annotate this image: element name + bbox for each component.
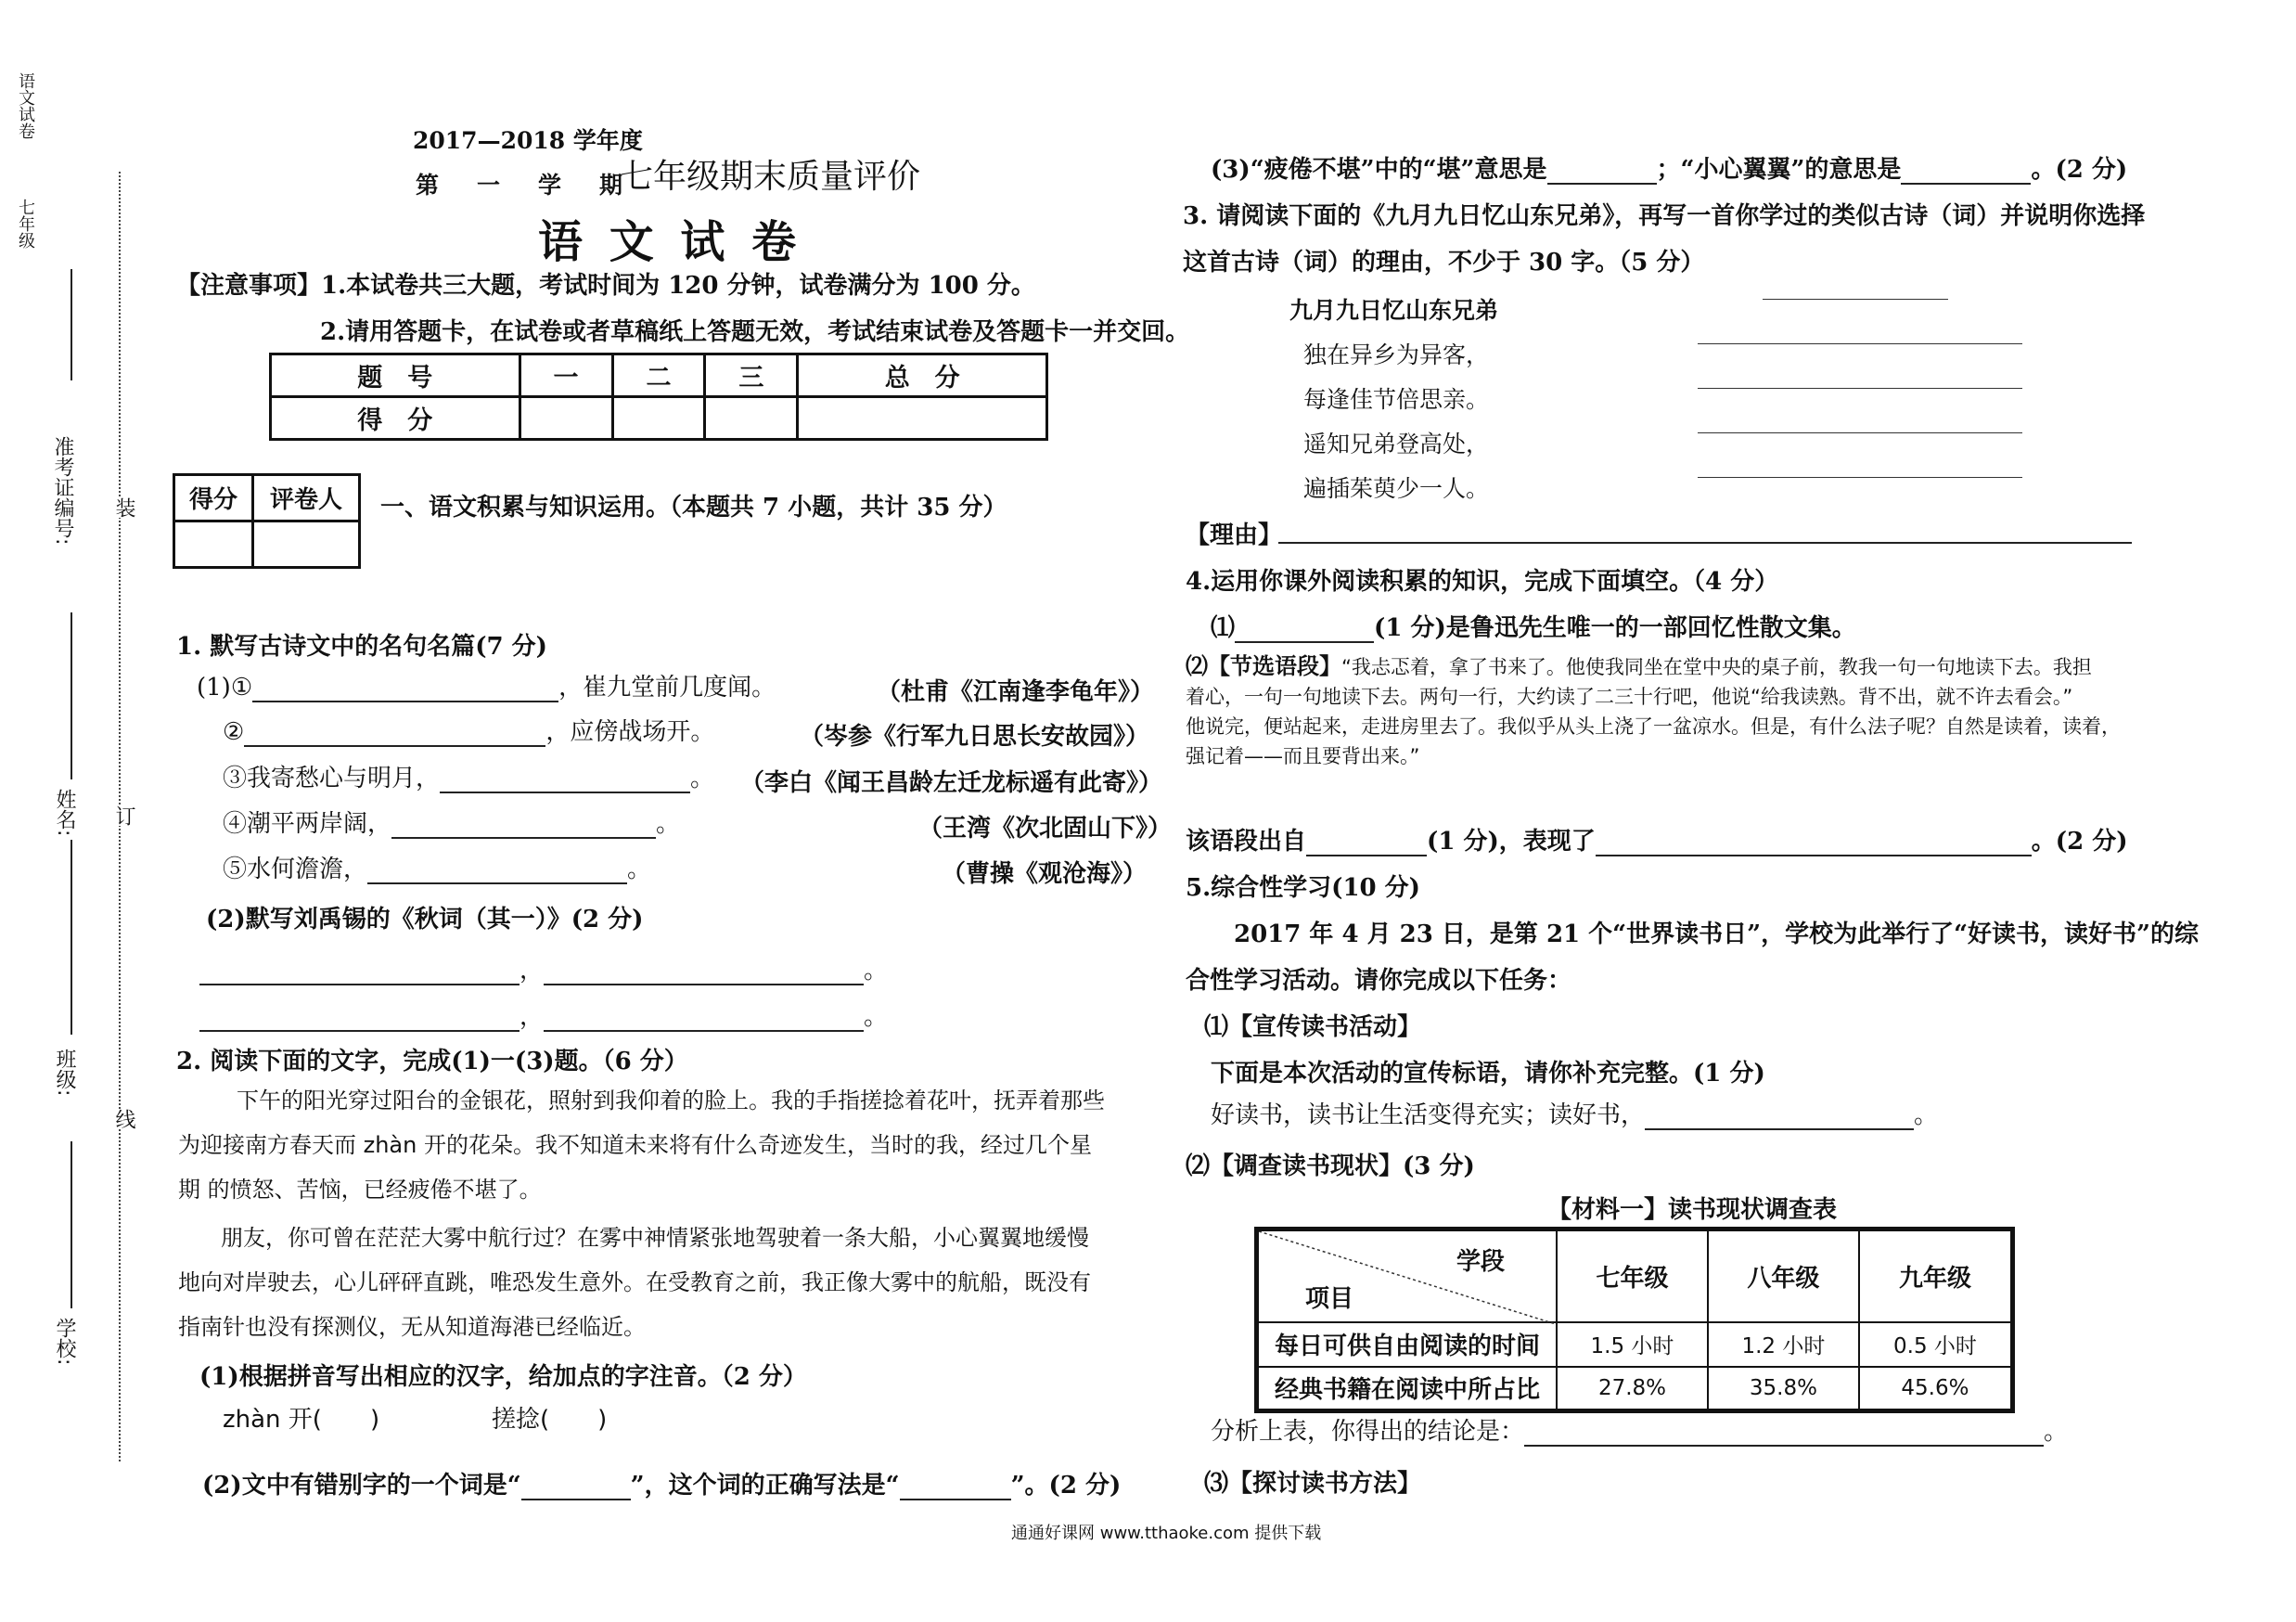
q2-sub2-blank-2[interactable] <box>900 1499 1011 1500</box>
seal-char-3: 线 <box>109 1109 138 1129</box>
notice-line-2: 2.请用答题卡，在试卷或者草稿纸上答题无效，考试结束试卷及答题卡一并交回。 <box>320 318 1190 346</box>
q1-item-1-source: （杜甫《江南逢李龟年》） <box>877 678 1155 706</box>
grader-name-label: 评卷人 <box>253 475 360 521</box>
q2-title: 2. 阅读下面的文字，完成(1)一(3)题。（6 分） <box>176 1048 688 1075</box>
q1-item-2-suffix: ，应傍战场开。 <box>545 718 715 746</box>
score-header-no: 题 号 <box>271 354 520 397</box>
q2-sub2-blank-1[interactable] <box>521 1499 631 1500</box>
q2-sub3-text-b: ；“小心翼翼”的意思是 <box>1656 156 1902 184</box>
q4-source-text-a: 该语段出自 <box>1186 828 1307 856</box>
q1-item-2-blank[interactable] <box>244 745 545 747</box>
q5-slogan: 好读书，读书让生活变得充实；读好书， 。 <box>1211 1101 1939 1129</box>
q2-sub3-text-c: 。(2 分) <box>2031 156 2128 184</box>
answer-poem-title-line[interactable] <box>1763 299 1948 300</box>
q1-item-4 <box>223 809 680 839</box>
q2-sub1: (1)根据拼音写出相应的汉字，给加点的字注音。（2 分） <box>199 1363 807 1391</box>
q2-sub3-text-a: (3)“疲倦不堪”中的“堪”意思是 <box>1211 156 1547 184</box>
answer-poem-line-4[interactable] <box>1698 477 2022 478</box>
q1-item-4-blank[interactable] <box>391 837 656 839</box>
q5-analysis-blank[interactable] <box>1524 1445 2044 1447</box>
survey-row-2-cell-3: 45.6% <box>1859 1367 2013 1411</box>
q1-item-3-blank[interactable] <box>440 792 690 793</box>
q4-excerpt-line2: 着心，一句一句地读下去。两句一行，大约读了二三十行吧，他说“给我读熟。背不出，就不许去看会。” <box>1186 686 2073 708</box>
q1-item-1-suffix: ，崔九堂前几度闻。 <box>558 674 776 702</box>
q4-sub1 <box>1211 609 1856 643</box>
q3-title-line1: 3. 请阅读下面的《九月九日忆山东兄弟》，再写一首你学过的类似古诗（词）并说明你选择 <box>1183 202 2146 230</box>
survey-row-2-cell-1: 27.8% <box>1557 1367 1708 1411</box>
q1-item-3-prefix: ③我寄愁心与明月， <box>223 765 441 792</box>
q4-sub1-prefix: ⑴ <box>1211 614 1236 642</box>
score-table <box>269 353 1048 441</box>
score-header-total: 总 分 <box>798 354 1047 397</box>
q4-sub1-text: (1 分)是鲁迅先生唯一的一部回忆性散文集。 <box>1374 614 1856 642</box>
grade-title: 七年级期末质量评价 <box>620 158 921 196</box>
school-line[interactable] <box>71 1141 72 1308</box>
q5-task3: ⑶【探讨读书方法】 <box>1204 1470 1422 1498</box>
diagonal-divider <box>1259 1231 1556 1324</box>
survey-table <box>1254 1227 2015 1413</box>
q2-sub1-answer-b[interactable]: 搓捻( ) <box>492 1406 608 1434</box>
q1-item-3-suffix: 。 <box>690 765 715 792</box>
q2-para2-line2: 地向对岸驶去，心儿砰砰直跳，唯恐发生意外。在受教育之前，我正像大雾中的航船，既没有 <box>178 1269 1091 1295</box>
exam-id-line[interactable] <box>71 269 72 380</box>
q5-analysis: 分析上表，你得出的结论是： 。 <box>1211 1418 2069 1446</box>
exam-id-label: 准考证编号: <box>51 436 74 546</box>
q1-sub2-line-2[interactable]: ， 。 <box>199 1002 888 1032</box>
footer-source: 通通好课网 www.tthaoke.com 提供下载 <box>1011 1524 1322 1543</box>
q1-sub2: (2)默写刘禹锡的《秋词（其一）》(2 分) <box>206 906 644 933</box>
q1-item-2 <box>223 717 714 747</box>
q2-sub2-text-c: ”。(2 分) <box>1010 1472 1122 1500</box>
q1-item-4-source: （王湾《次北固山下》） <box>918 815 1173 843</box>
q5-intro-line2: 合性学习活动。请你完成以下任务： <box>1186 967 1572 995</box>
survey-row-1-cell-3: 0.5 小时 <box>1859 1322 2013 1367</box>
notice-line-1: 【注意事项】1.本试卷共三大题，考试时间为 120 分钟，试卷满分为 100 分。 <box>176 272 1035 300</box>
seal-char-1: 装 <box>109 497 138 518</box>
school-label: 学校: <box>53 1318 76 1366</box>
survey-row-1-cell-1: 1.5 小时 <box>1557 1322 1708 1367</box>
score-cell-2[interactable] <box>612 397 705 440</box>
q1-sub2-line-1[interactable]: ， 。 <box>199 956 888 985</box>
q4-sub1-blank[interactable] <box>1235 641 1374 643</box>
poem-title: 九月九日忆山东兄弟 <box>1289 297 1499 324</box>
survey-table-title: 【材料一】读书现状调查表 <box>1547 1196 1838 1224</box>
q2-sub1-answer-a[interactable]: zhàn 开( ) <box>223 1406 380 1434</box>
q2-para1-line1: 下午的阳光穿过阳台的金银花，照射到我仰着的脸上。我的手指搓捻着花叶，抚弄着那些 <box>237 1088 1105 1114</box>
survey-row-1-cell-2: 1.2 小时 <box>1708 1322 1859 1367</box>
class-line[interactable] <box>71 840 72 1035</box>
class-label: 班级: <box>53 1049 76 1097</box>
q4-excerpt <box>1186 651 2121 771</box>
page-title: 语 文 试 卷 <box>538 216 802 268</box>
q5-task1-desc: 下面是本次活动的宣传标语，请你补充完整。(1 分) <box>1211 1060 1765 1088</box>
q1-item-5-prefix: ⑤水何澹澹， <box>223 856 368 883</box>
q1-item-5 <box>223 855 651 884</box>
grader-box <box>173 473 361 569</box>
q4-source <box>1186 822 2128 856</box>
q5-task2: ⑵【调查读书现状】(3 分) <box>1186 1152 1475 1180</box>
poem-line-1: 独在异乡为异客， <box>1303 341 1490 368</box>
score-cell-1[interactable] <box>519 397 612 440</box>
q2-sub2 <box>202 1466 1121 1500</box>
name-label: 姓名: <box>53 789 76 837</box>
answer-poem-line-1[interactable] <box>1698 343 2022 344</box>
answer-poem-line-3[interactable] <box>1698 432 2022 433</box>
term: 第 一 学 期 <box>416 172 631 199</box>
q1-item-5-source: （曹操《观沧海》） <box>942 860 1148 888</box>
q2-para2-line3: 指南针也没有探测仪，无从知道海港已经临近。 <box>178 1314 646 1340</box>
q1-item-1-prefix: (1)① <box>197 674 253 702</box>
grader-name-cell[interactable] <box>253 521 360 568</box>
score-header-1: 一 <box>519 354 612 397</box>
survey-row-2-label: 经典书籍在阅读中所占比 <box>1257 1367 1558 1411</box>
seal-char-2: 订 <box>109 805 138 826</box>
reason-label: 【理由】 <box>1186 521 1283 549</box>
corner-bottom-label: 项目 <box>1305 1284 1354 1313</box>
score-row-label: 得 分 <box>271 397 520 440</box>
score-cell-3[interactable] <box>705 397 798 440</box>
q5-intro-line1: 2017 年 4 月 23 日，是第 21 个“世界读书日”，学校为此举行了“好读书，读好书”的综 <box>1234 920 2200 948</box>
q1-item-4-suffix: 。 <box>656 810 681 838</box>
q4-excerpt-line4: 强记着——而且要背出来。” <box>1186 745 1420 767</box>
q2-para1-line3: 期 的愤怒、苦恼，已经疲倦不堪了。 <box>178 1177 542 1203</box>
score-cell-total[interactable] <box>798 397 1047 440</box>
reason-answer-line[interactable] <box>1278 542 2132 544</box>
q4-excerpt-line1: “我忐忑着，拿了书来了。他使我同坐在堂中央的桌子前，教我一句一句地读下去。我担 <box>1341 656 2092 678</box>
poem-line-3: 遥知兄弟登高处， <box>1303 431 1490 457</box>
q2-para1-line2: 为迎接南方春天而 zhàn 开的花朵。我不知道未来将有什么奇迹发生，当时的我，经过几个星 <box>178 1132 1092 1158</box>
score-header-3: 三 <box>705 354 798 397</box>
q1-item-1 <box>197 673 776 702</box>
survey-header-3: 九年级 <box>1859 1229 2013 1322</box>
q2-sub3-blank-2[interactable] <box>1901 183 2031 185</box>
q1-item-2-prefix: ② <box>223 718 245 746</box>
q1-item-5-blank[interactable] <box>367 882 627 884</box>
q4-source-blank-1[interactable] <box>1306 855 1427 856</box>
poem-line-4: 遍插茱萸少一人。 <box>1303 475 1490 502</box>
q1-item-3 <box>223 764 714 793</box>
school-year: 2017—2018 学年度 <box>413 127 643 154</box>
survey-header-1: 七年级 <box>1557 1229 1708 1322</box>
q1-item-5-suffix: 。 <box>627 856 652 883</box>
q3-title-line2: 这首古诗（词）的理由，不少于 30 字。（5 分） <box>1183 249 1705 277</box>
q2-sub3-blank-1[interactable] <box>1547 183 1657 185</box>
q4-source-text-c: 。(2 分) <box>2031 828 2128 856</box>
answer-poem-line-2[interactable] <box>1698 388 2022 389</box>
q5-title: 5.综合性学习(10 分) <box>1186 874 1420 902</box>
strip-grade: 七年级 <box>16 199 35 249</box>
survey-row-1-label: 每日可供自由阅读的时间 <box>1257 1322 1558 1367</box>
q5-task1: ⑴【宣传读书活动】 <box>1204 1013 1422 1041</box>
q2-sub2-text-b: ”，这个词的正确写法是“ <box>630 1472 900 1500</box>
score-header-2: 二 <box>612 354 705 397</box>
poem-line-2: 每逢佳节倍思亲。 <box>1303 386 1490 413</box>
q2-sub3 <box>1211 150 2127 185</box>
q4-excerpt-label: ⑵【节选语段】 <box>1186 652 1341 679</box>
q5-slogan-blank[interactable] <box>1645 1128 1914 1130</box>
q5-slogan-text: 好读书，读书让生活变得充实；读好书， <box>1211 1101 1646 1129</box>
corner-top-label: 学段 <box>1456 1248 1505 1276</box>
q1-item-2-source: （岑参《行军九日思长安故园》） <box>800 723 1150 751</box>
q4-source-blank-2[interactable] <box>1596 855 2032 856</box>
q4-excerpt-line3: 他说完，便站起来，走进房里去了。我似乎从头上浇了一盆凉水。但是，有什么法子呢？自然是读着，读着， <box>1186 715 2121 738</box>
name-line[interactable] <box>71 612 72 779</box>
section-1-title: 一、语文积累与知识运用。（本题共 7 小题，共计 35 分） <box>380 494 1007 521</box>
grader-score-label: 得分 <box>174 475 253 521</box>
q4-title: 4.运用你课外阅读积累的知识，完成下面填空。（4 分） <box>1186 568 1779 596</box>
q1-item-4-prefix: ④潮平两岸阔， <box>223 810 392 838</box>
survey-row-2-cell-2: 35.8% <box>1708 1367 1859 1411</box>
q2-sub2-text-a: (2)文中有错别字的一个词是“ <box>202 1472 521 1500</box>
strip-subject: 语文试卷 <box>16 72 35 139</box>
q4-source-text-b: (1 分)，表现了 <box>1427 828 1596 856</box>
grader-score-cell[interactable] <box>174 521 253 568</box>
survey-corner-cell <box>1257 1229 1558 1322</box>
q5-analysis-text: 分析上表，你得出的结论是： <box>1211 1418 1525 1446</box>
q1-title: 1. 默写古诗文中的名句名篇(7 分) <box>176 633 547 661</box>
q1-item-1-blank[interactable] <box>252 701 558 702</box>
survey-header-2: 八年级 <box>1708 1229 1859 1322</box>
q2-para2-line1: 朋友，你可曾在茫茫大雾中航行过？在雾中神情紧张地驾驶着一条大船，小心翼翼地缓慢 <box>221 1225 1089 1251</box>
q1-item-3-source: （李白《闻王昌龄左迁龙标遥有此寄》） <box>740 769 1163 797</box>
